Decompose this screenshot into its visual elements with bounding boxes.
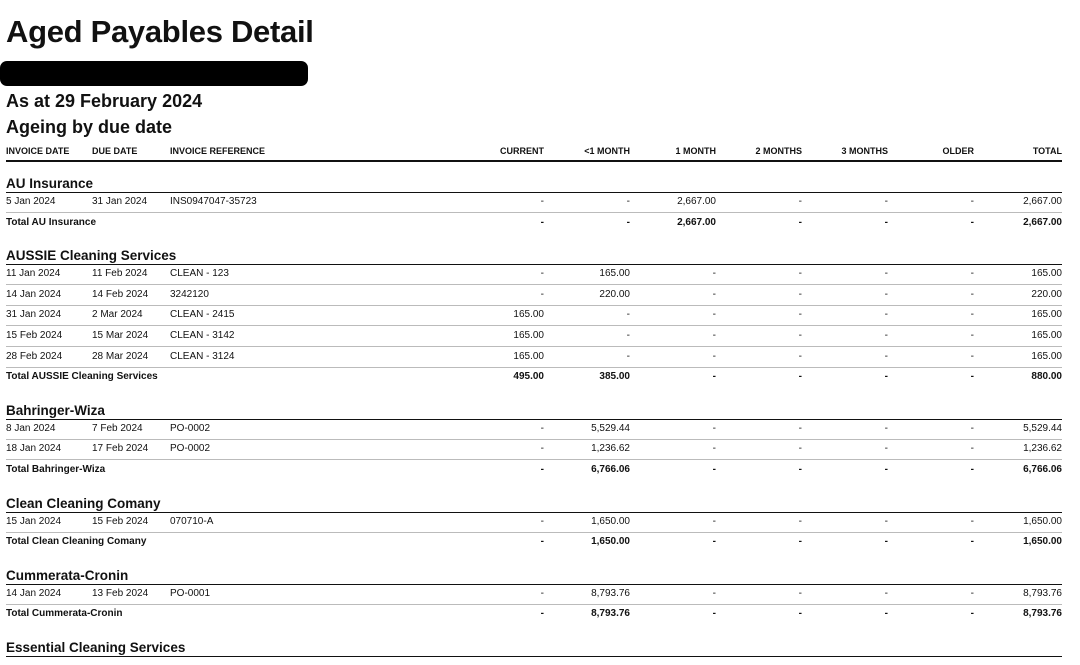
total-2-months: - — [798, 371, 802, 383]
cell-2-months: - — [798, 587, 802, 599]
cell-current: 165.00 — [513, 350, 544, 362]
cell-invoice-reference: CLEAN - 123 — [170, 268, 229, 280]
cell-due-date: 14 Feb 2024 — [92, 288, 149, 300]
total-2-months: - — [798, 536, 802, 548]
cell-total: 165.00 — [1031, 330, 1062, 341]
cell-older: - — [970, 309, 974, 321]
cell-3-months: - — [884, 288, 888, 300]
supplier-name: AUSSIE Cleaning Services — [6, 248, 177, 264]
cell-total: 8,793.76 — [1023, 587, 1062, 599]
report-as-at-date: As at 29 February 2024 — [6, 91, 203, 111]
cell-1-month: - — [712, 268, 716, 280]
cell-due-date: 13 Feb 2024 — [92, 587, 149, 599]
cell-total: 220.00 — [1031, 288, 1062, 300]
cell-less-than-1-month: - — [626, 196, 630, 207]
cell-2-months: - — [798, 268, 802, 280]
column-header-invoice-reference: INVOICE REFERENCE — [170, 146, 266, 156]
cell-invoice-date: 11 Jan 2024 — [6, 268, 61, 280]
cell-current: - — [540, 288, 544, 300]
supplier-group-heading — [6, 397, 1062, 420]
cell-invoice-date: 15 Feb 2024 — [6, 330, 63, 341]
cell-current: 165.00 — [513, 330, 544, 341]
cell-due-date: 15 Feb 2024 — [92, 515, 149, 527]
cell-1-month: - — [712, 350, 716, 362]
cell-due-date: 17 Feb 2024 — [92, 443, 149, 455]
cell-invoice-reference: PO-0002 — [170, 443, 211, 455]
cell-older: - — [970, 515, 974, 527]
cell-1-month: - — [712, 443, 716, 455]
cell-current: - — [540, 196, 544, 207]
cell-current: - — [540, 587, 544, 599]
cell-3-months: - — [884, 309, 888, 321]
table-row — [6, 419, 1062, 440]
total-total: 880.00 — [1031, 371, 1062, 383]
cell-older: - — [970, 268, 974, 280]
cell-current: - — [540, 268, 544, 280]
table-row — [6, 439, 1062, 460]
cell-total: 2,667.00 — [1023, 196, 1062, 207]
total-total: 8,793.76 — [1023, 608, 1062, 620]
table-row — [6, 192, 1062, 213]
report-title: Aged Payables Detail — [6, 14, 314, 49]
total-label: Total AU Insurance — [6, 216, 97, 228]
cell-2-months: - — [798, 309, 802, 321]
cell-invoice-date: 8 Jan 2024 — [6, 422, 56, 434]
cell-invoice-reference: 3242120 — [170, 288, 209, 300]
cell-2-months: - — [798, 515, 802, 527]
column-header-total: TOTAL — [1032, 146, 1062, 156]
supplier-name: AU Insurance — [6, 176, 94, 191]
cell-3-months: - — [884, 587, 888, 599]
cell-3-months: - — [884, 268, 888, 280]
cell-less-than-1-month: - — [626, 350, 630, 362]
total-label: Total Bahringer-Wiza — [6, 464, 106, 475]
cell-less-than-1-month: - — [626, 330, 630, 341]
cell-less-than-1-month: 8,793.76 — [591, 587, 630, 599]
total-current: 495.00 — [513, 371, 544, 383]
table-header — [6, 144, 1062, 162]
total-older: - — [970, 608, 974, 620]
cell-2-months: - — [798, 330, 802, 341]
cell-older: - — [970, 350, 974, 362]
column-header-less-than-1-month: <1 MONTH — [584, 146, 630, 156]
column-header-2-months: 2 MONTHS — [755, 146, 802, 156]
cell-invoice-date: 14 Jan 2024 — [6, 288, 62, 300]
cell-2-months: - — [798, 196, 802, 207]
cell-1-month: - — [712, 288, 716, 300]
cell-invoice-reference: CLEAN - 3142 — [170, 330, 235, 341]
total-2-months: - — [798, 216, 802, 228]
cell-1-month: - — [712, 309, 716, 321]
total-2-months: - — [798, 608, 802, 620]
supplier-name: Clean Cleaning Comany — [6, 495, 161, 511]
cell-3-months: - — [884, 443, 888, 455]
cell-due-date: 15 Mar 2024 — [92, 330, 149, 341]
cell-less-than-1-month: - — [626, 309, 630, 321]
total-3-months: - — [884, 464, 888, 475]
cell-total: 165.00 — [1031, 309, 1062, 321]
cell-less-than-1-month: 220.00 — [599, 288, 630, 300]
report-ageing-basis: Ageing by due date — [6, 117, 173, 137]
cell-older: - — [970, 288, 974, 300]
cell-2-months: - — [798, 422, 802, 434]
total-1-month: - — [712, 464, 716, 475]
column-header-3-months: 3 MONTHS — [841, 146, 888, 156]
table-row — [6, 305, 1062, 326]
cell-older: - — [970, 422, 974, 434]
supplier-group-heading — [6, 490, 1062, 513]
total-total: 1,650.00 — [1023, 536, 1062, 548]
cell-invoice-date: 18 Jan 2024 — [6, 443, 62, 455]
total-label: Total Cummerata-Cronin — [6, 608, 123, 620]
cell-3-months: - — [884, 515, 888, 527]
cell-2-months: - — [798, 288, 802, 300]
total-current: - — [540, 216, 544, 228]
cell-invoice-reference: PO-0002 — [170, 422, 211, 434]
supplier-group-heading — [6, 170, 1062, 193]
total-3-months: - — [884, 536, 888, 548]
total-1-month: - — [712, 536, 716, 548]
supplier-total-row — [6, 213, 1062, 233]
total-less-than-1-month: 385.00 — [599, 371, 630, 383]
total-current: - — [540, 464, 544, 475]
supplier-total-row — [6, 460, 1062, 480]
total-1-month: - — [712, 371, 716, 383]
table-row — [6, 326, 1062, 347]
cell-invoice-reference: PO-0001 — [170, 587, 211, 599]
cell-1-month: - — [712, 330, 716, 341]
total-older: - — [970, 371, 974, 383]
total-1-month: - — [712, 608, 716, 620]
supplier-total-row — [6, 532, 1062, 552]
total-total: 6,766.06 — [1023, 464, 1062, 475]
column-header-1-month: 1 MONTH — [675, 146, 716, 156]
supplier-group-heading — [6, 562, 1062, 585]
total-less-than-1-month: 6,766.06 — [591, 464, 630, 475]
cell-less-than-1-month: 1,650.00 — [591, 515, 630, 527]
cell-2-months: - — [798, 443, 802, 455]
column-header-older: OLDER — [942, 146, 974, 156]
total-label: Total Clean Cleaning Comany — [6, 536, 147, 548]
cell-invoice-date: 5 Jan 2024 — [6, 196, 56, 207]
total-older: - — [970, 536, 974, 548]
cell-3-months: - — [884, 330, 888, 341]
cell-less-than-1-month: 165.00 — [599, 268, 630, 280]
cell-total: 1,650.00 — [1023, 515, 1062, 527]
total-current: - — [540, 608, 544, 620]
cell-older: - — [970, 443, 974, 455]
total-older: - — [970, 216, 974, 228]
cell-less-than-1-month: 1,236.62 — [591, 443, 630, 455]
cell-3-months: - — [884, 196, 888, 207]
total-less-than-1-month: 8,793.76 — [591, 608, 630, 620]
cell-invoice-reference: CLEAN - 2415 — [170, 309, 235, 321]
supplier-total-row — [6, 604, 1062, 624]
supplier-total-row — [6, 367, 1062, 387]
cell-1-month: - — [712, 422, 716, 434]
cell-total: 165.00 — [1031, 350, 1062, 362]
cell-invoice-date: 14 Jan 2024 — [6, 587, 62, 599]
column-header-due-date: DUE DATE — [92, 146, 138, 156]
column-header-current: CURRENT — [500, 146, 544, 156]
total-total: 2,667.00 — [1023, 216, 1062, 228]
cell-due-date: 7 Feb 2024 — [92, 422, 143, 434]
cell-due-date: 11 Feb 2024 — [92, 268, 148, 280]
cell-due-date: 2 Mar 2024 — [92, 309, 143, 321]
supplier-group-heading — [6, 634, 1062, 657]
total-label: Total AUSSIE Cleaning Services — [6, 371, 158, 383]
supplier-name: Bahringer-Wiza — [6, 402, 105, 418]
cell-invoice-reference: CLEAN - 3124 — [170, 350, 235, 362]
cell-older: - — [970, 196, 974, 207]
cell-invoice-reference: 070710-A — [170, 515, 214, 527]
table-row — [6, 264, 1062, 285]
table-row — [6, 512, 1062, 533]
cell-current: - — [540, 422, 544, 434]
cell-invoice-date: 15 Jan 2024 — [6, 515, 62, 527]
total-current: - — [540, 536, 544, 548]
supplier-name: Cummerata-Cronin — [6, 567, 129, 583]
total-less-than-1-month: - — [626, 216, 630, 228]
cell-older: - — [970, 587, 974, 599]
supplier-group-heading — [6, 242, 1062, 265]
total-older: - — [970, 464, 974, 475]
total-3-months: - — [884, 371, 888, 383]
cell-current: 165.00 — [513, 309, 544, 321]
cell-3-months: - — [884, 422, 888, 434]
table-row — [6, 285, 1062, 306]
cell-older: - — [970, 330, 974, 341]
cell-less-than-1-month: 5,529.44 — [591, 422, 630, 434]
cell-due-date: 31 Jan 2024 — [92, 196, 148, 207]
cell-1-month: 2,667.00 — [677, 196, 716, 207]
cell-total: 1,236.62 — [1023, 443, 1062, 455]
cell-3-months: - — [884, 350, 888, 362]
total-3-months: - — [884, 216, 888, 228]
table-row — [6, 347, 1062, 368]
cell-current: - — [540, 443, 544, 455]
column-header-invoice-date: INVOICE DATE — [6, 146, 70, 156]
total-1-month: 2,667.00 — [677, 216, 716, 228]
total-2-months: - — [798, 464, 802, 475]
cell-due-date: 28 Mar 2024 — [92, 350, 149, 362]
cell-total: 165.00 — [1031, 268, 1062, 280]
cell-2-months: - — [798, 350, 802, 362]
cell-invoice-reference: INS0947047-35723 — [170, 196, 257, 207]
table-row — [6, 584, 1062, 605]
redacted-organisation-name — [0, 61, 308, 86]
cell-invoice-date: 31 Jan 2024 — [6, 309, 62, 321]
total-3-months: - — [884, 608, 888, 620]
cell-1-month: - — [712, 587, 716, 599]
supplier-name: Essential Cleaning Services — [6, 640, 186, 655]
cell-1-month: - — [712, 515, 716, 527]
cell-current: - — [540, 515, 544, 527]
total-less-than-1-month: 1,650.00 — [591, 536, 630, 548]
cell-total: 5,529.44 — [1023, 422, 1062, 434]
cell-invoice-date: 28 Feb 2024 — [6, 350, 63, 362]
